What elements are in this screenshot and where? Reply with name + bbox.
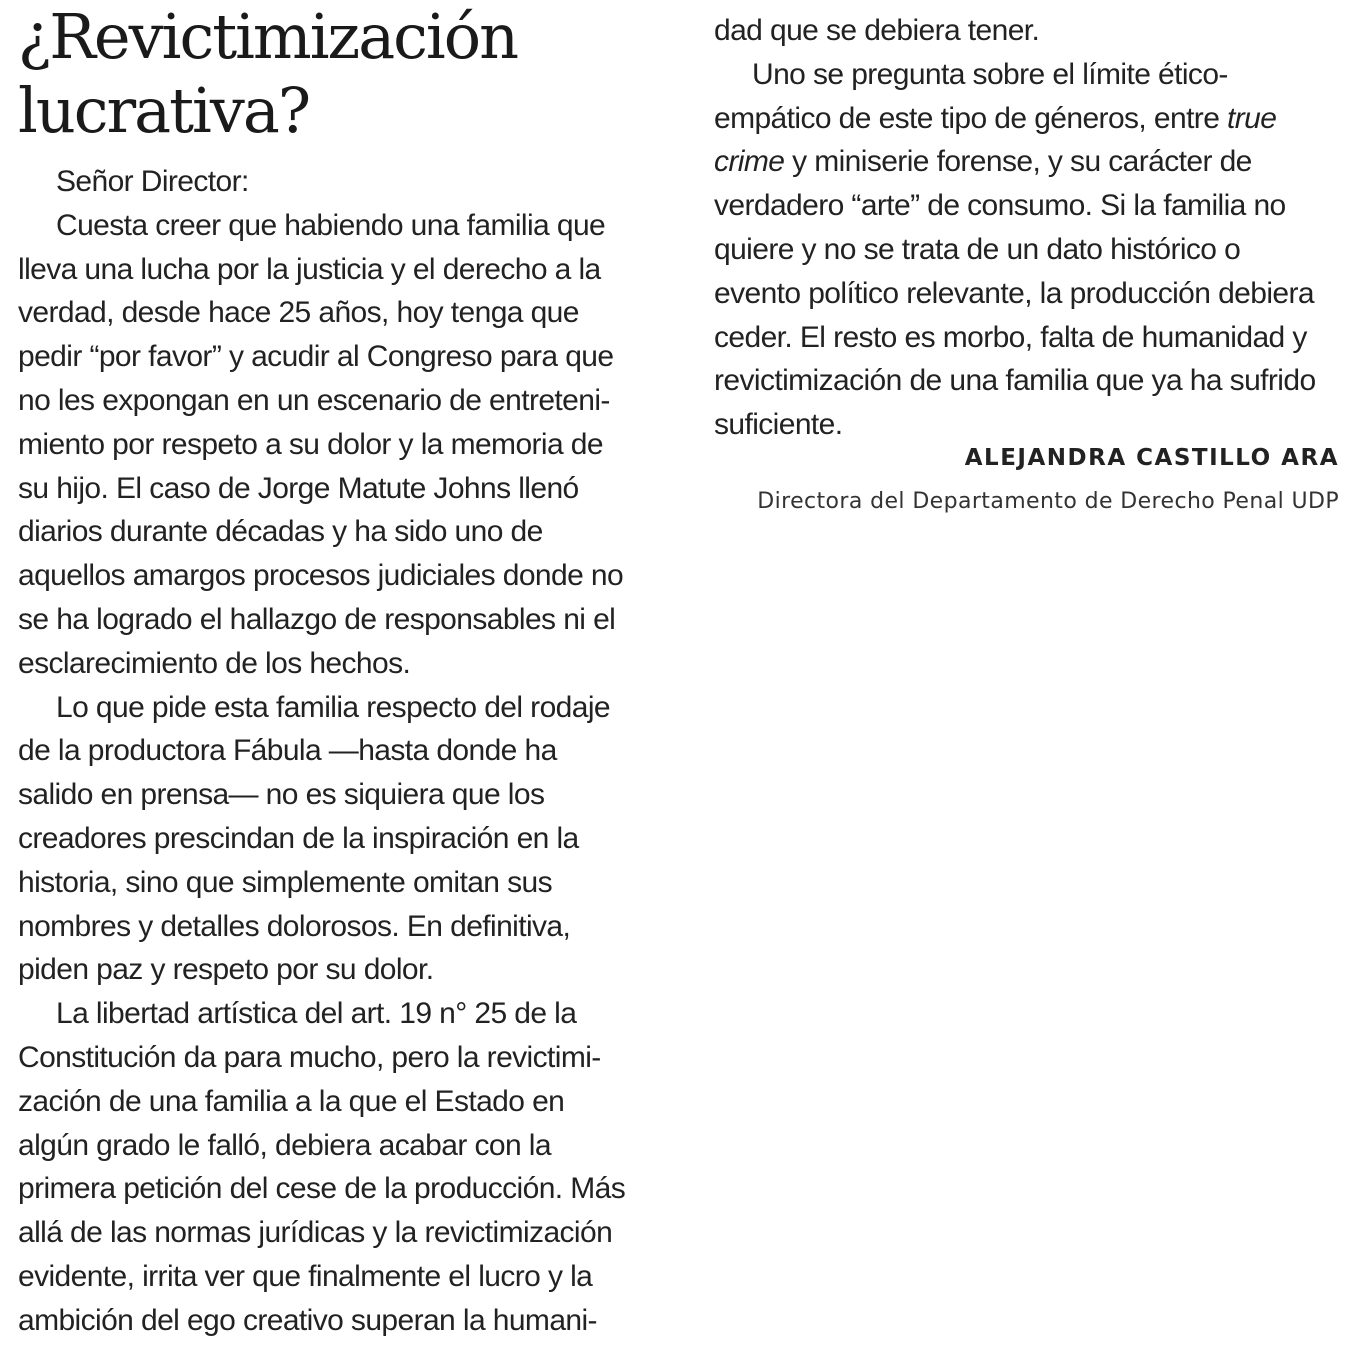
body-line: Constitución da para mucho, pero la revictimi-: [18, 1040, 601, 1074]
article-title: [18, 0, 678, 148]
body-line: pedir “por favor” y acudir al Congreso para que: [18, 340, 614, 374]
body-line: verdadero “arte” de consumo. Si la familia no: [714, 189, 1286, 223]
body-line: Uno se pregunta sobre el límite ético-: [752, 57, 1228, 91]
body-line: creadores prescindan de la inspiración en la: [18, 821, 579, 855]
body-line: dad que se debiera tener.: [714, 14, 1040, 47]
signature-block: [757, 443, 1339, 517]
body-line: su hijo. El caso de Jorge Matute Johns llenó: [18, 471, 579, 505]
body-line-with-italic: [714, 97, 1339, 141]
body-line: piden paz y respeto por su dolor.: [18, 953, 434, 987]
title-line-2: lucrativa?: [18, 74, 310, 147]
body-line: zación de una familia a la que el Estado en: [18, 1084, 565, 1118]
body-text: y miniserie forense, y su carácter de: [784, 145, 1252, 179]
body-line: suficiente.: [714, 408, 843, 442]
author-role: Directora del Departamento de Derecho Penal UDP: [757, 489, 1339, 514]
body-line: allá de las normas jurídicas y la revictimización: [18, 1216, 613, 1250]
body-line: historia, sino que simplemente omitan sus: [18, 865, 553, 899]
body-line: evidente, irrita ver que finalmente el lucro y la: [18, 1259, 593, 1293]
body-line: ceder. El resto es morbo, falta de humanidad y: [714, 320, 1307, 354]
body-line: ambición del ego creativo superan la humani-: [18, 1303, 597, 1337]
body-line: primera petición del cese de la producción. Más: [18, 1172, 626, 1206]
body-line: no les expongan en un escenario de entreteni-: [18, 383, 610, 417]
body-line: Cuesta creer que habiendo una familia que: [56, 208, 606, 242]
italic-term: crime: [714, 145, 785, 179]
body-text: empático de este tipo de géneros, entre: [714, 101, 1220, 135]
body-line: La libertad artística del art. 19 n° 25 de la: [56, 997, 577, 1031]
body-line: miento por respeto a su dolor y la memoria de: [18, 427, 603, 461]
body-line: diarios durante décadas y ha sido uno de: [18, 515, 543, 549]
body-line: Lo que pide esta familia respecto del rodaje: [56, 690, 610, 724]
body-line: de la productora Fábula —hasta donde ha: [18, 734, 557, 768]
body-line: lleva una lucha por la justicia y el derecho a la: [18, 252, 601, 286]
left-column: [18, 160, 643, 1343]
right-column: [714, 9, 1339, 447]
body-line: salido en prensa— no es siquiera que los: [18, 778, 545, 812]
body-line: aquellos amargos procesos judiciales donde no: [18, 559, 624, 593]
body-line: se ha logrado el hallazgo de responsables ni el: [18, 602, 616, 636]
italic-term: true: [1227, 101, 1277, 135]
body-line: nombres y detalles dolorosos. En definitiva,: [18, 909, 571, 943]
body-line-with-italic: [714, 140, 1339, 184]
body-line: revictimización de una familia que ya ha sufrido: [714, 364, 1316, 398]
body-line: evento político relevante, la producción debiera: [714, 276, 1314, 310]
body-line: quiere y no se trata de un dato histórico o: [714, 232, 1241, 266]
title-line-1: ¿Revictimización: [18, 0, 517, 73]
body-line: algún grado le falló, debiera acabar con la: [18, 1128, 551, 1162]
body-line: esclarecimiento de los hechos.: [18, 646, 411, 680]
salutation: Señor Director:: [56, 165, 249, 198]
body-line: verdad, desde hace 25 años, hoy tenga que: [18, 296, 579, 330]
author-name: ALEJANDRA CASTILLO ARA: [964, 445, 1339, 471]
